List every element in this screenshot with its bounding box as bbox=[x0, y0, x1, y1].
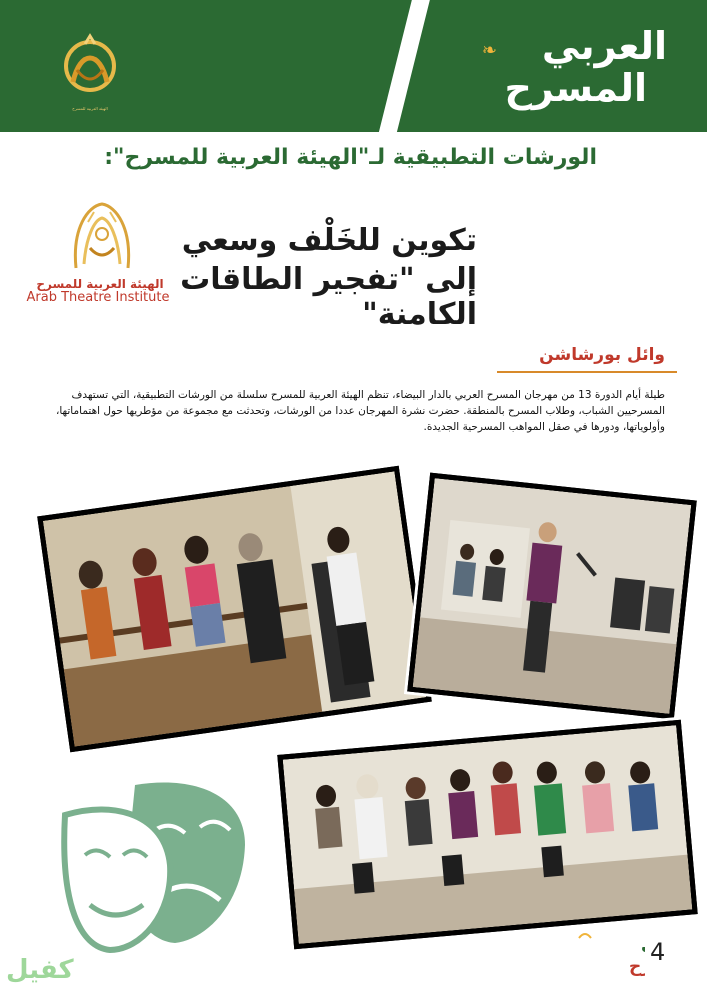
theatre-masks-icon bbox=[55, 775, 255, 955]
footer-logo-line1 bbox=[641, 935, 645, 955]
kicker-main: الورشات التطبيقية لـ bbox=[369, 145, 597, 170]
article-kicker bbox=[77, 145, 597, 170]
article-body: طيلة أيام الدورة 13 من مهرجان المسرح العربي بالدار البيضاء، تنظم الهيئة العربية للمسرح سلسلة من الورشات التطبيقية، التي تستهدف المسرحيين الشباب، وطلاب المسرح بالمنطقة. حضرت نشرة المهرجان عددا من الورشات، وتحدثت مع مجموعة من مؤطريها حول اهتماماتها، وأولوياتها، ودورها في صقل المواهب المسرحية الجديدة. bbox=[55, 389, 665, 433]
masthead-ornament-icon: ❧ bbox=[481, 40, 497, 61]
author-name: وائل بورشاشن bbox=[539, 345, 665, 365]
workshop-photo-3 bbox=[277, 720, 697, 950]
page-number: 4 bbox=[650, 938, 666, 966]
article-title-line1: تكوين للخَلْف وسعي bbox=[181, 223, 477, 258]
institute-name-ar: الهيئة العربية للمسرح bbox=[36, 277, 164, 291]
festival-logo bbox=[55, 30, 125, 110]
article-title-line2: إلى "تفجير الطاقات الكامنة" bbox=[180, 262, 477, 332]
workshop-photo-2 bbox=[407, 473, 697, 720]
festival-logo-caption: الهيئة العربية للمسرح bbox=[72, 106, 108, 111]
workshop-photo-1 bbox=[37, 466, 432, 752]
institute-name-en: Arab Theatre Institute bbox=[26, 290, 170, 305]
masthead-line1: العربي bbox=[541, 24, 667, 68]
watermark: كفيل bbox=[6, 955, 74, 985]
author-underline bbox=[497, 371, 677, 373]
footer-magazine-logo bbox=[565, 928, 645, 978]
page-header bbox=[0, 0, 707, 135]
footer-logo-line2: ح bbox=[629, 957, 642, 977]
kicker-quote: "الهيئة العربية للمسرح": bbox=[104, 145, 370, 170]
masthead-line2: المسرح bbox=[504, 66, 647, 110]
magazine-masthead bbox=[447, 20, 667, 112]
